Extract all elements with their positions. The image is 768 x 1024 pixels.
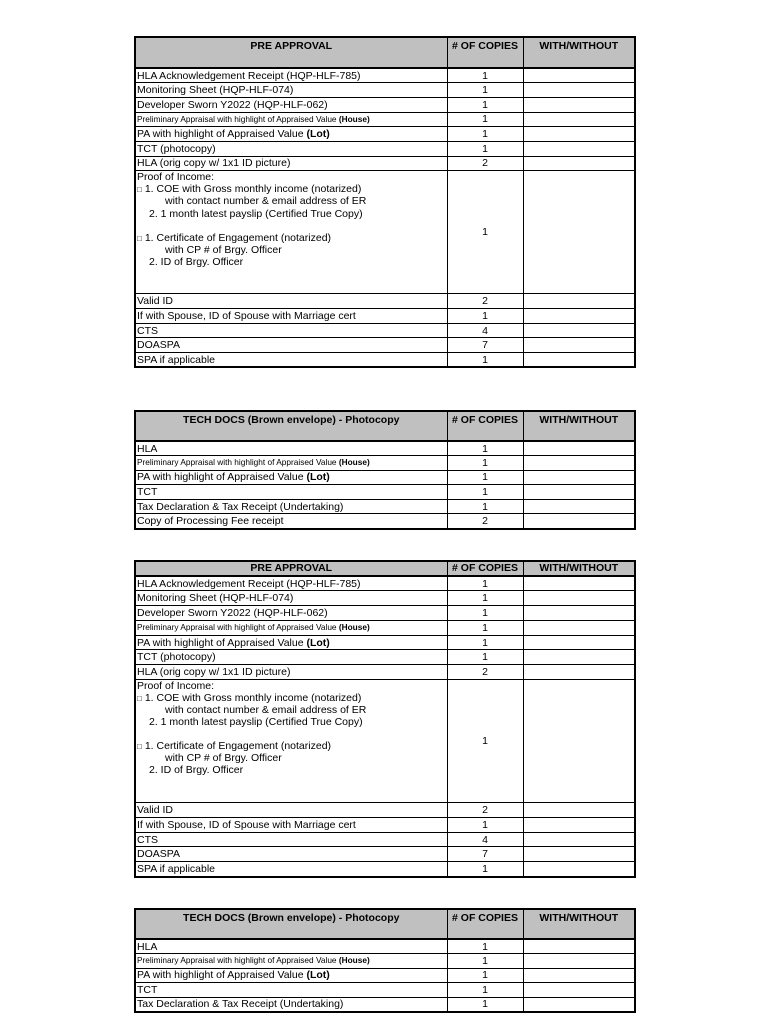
row-label-bold: (Lot) (306, 636, 330, 649)
row-copies: 1 (447, 680, 523, 803)
row-copies: 1 (447, 499, 523, 514)
header-with-without: WITH/WITHOUT (523, 37, 635, 68)
row-with-without[interactable] (523, 606, 635, 621)
row-label: Tax Declaration & Tax Receipt (Undertaking) (135, 499, 447, 514)
row-with-without[interactable] (523, 441, 635, 456)
row-copies: 1 (447, 954, 523, 969)
row-label (135, 127, 447, 142)
row-copies: 1 (447, 576, 523, 591)
row-copies: 1 (447, 983, 523, 998)
row-label-text: Preliminary Appraisal with highlight of Appraised Value (137, 457, 339, 468)
table-row (135, 294, 635, 309)
table-row (135, 112, 635, 127)
table-row (135, 665, 635, 680)
table-row (135, 127, 635, 142)
row-copies: 2 (447, 803, 523, 818)
table-row (135, 939, 635, 954)
row-label-bold: (House) (338, 113, 370, 124)
row-copies: 1 (447, 997, 523, 1012)
header-title: PRE APPROVAL (135, 561, 447, 576)
row-with-without[interactable] (523, 112, 635, 127)
row-copies: 1 (447, 456, 523, 471)
table-row (135, 470, 635, 485)
row-copies: 7 (447, 847, 523, 862)
row-label-text: PA with highlight of Appraised Value (137, 471, 307, 484)
row-copies: 1 (447, 83, 523, 98)
header-copies: # OF COPIES (447, 909, 523, 939)
row-with-without[interactable] (523, 514, 635, 529)
proof-line: 2. 1 month latest payslip (Certified True Copy) (149, 207, 363, 220)
table-row (135, 983, 635, 998)
row-copies: 7 (447, 338, 523, 353)
row-label: Monitoring Sheet (HQP-HLF-074) (135, 591, 447, 606)
row-label: Copy of Processing Fee receipt (135, 514, 447, 529)
row-with-without[interactable] (523, 817, 635, 832)
table-row (135, 968, 635, 983)
row-label: HLA (orig copy w/ 1x1 ID picture) (135, 156, 447, 171)
header-with-without: WITH/WITHOUT (523, 411, 635, 441)
row-with-without[interactable] (523, 650, 635, 665)
row-copies: 2 (447, 294, 523, 309)
row-copies: 1 (447, 171, 523, 294)
proof-title: Proof of Income: (137, 171, 215, 184)
row-label-text: Preliminary Appraisal with highlight of Appraised Value (137, 113, 339, 124)
row-label-bold: (Lot) (306, 471, 330, 484)
row-label-text: PA with highlight of Appraised Value (137, 969, 307, 982)
header-title: TECH DOCS (Brown envelope) - Photocopy (135, 909, 447, 939)
row-with-without[interactable] (523, 294, 635, 309)
row-copies: 1 (447, 591, 523, 606)
row-label-text: Preliminary Appraisal with highlight of Appraised Value (137, 955, 339, 966)
table-row (135, 997, 635, 1012)
header-copies: # OF COPIES (447, 37, 523, 68)
proof-line: 1. COE with Gross monthly income (notarized) (144, 183, 362, 196)
row-label: Developer Sworn Y2022 (HQP-HLF-062) (135, 97, 447, 112)
row-label-bold: (House) (338, 955, 370, 966)
row-with-without[interactable] (523, 353, 635, 368)
row-with-without[interactable] (523, 591, 635, 606)
pre-approval-table-2 (134, 560, 636, 878)
row-with-without[interactable] (523, 68, 635, 83)
row-label: TCT (135, 983, 447, 998)
row-copies: 1 (447, 862, 523, 877)
row-label: HLA (orig copy w/ 1x1 ID picture) (135, 665, 447, 680)
row-copies: 1 (447, 606, 523, 621)
proof-line: with CP # of Brgy. Officer (165, 243, 282, 256)
row-with-without[interactable] (523, 983, 635, 998)
header-copies: # OF COPIES (447, 561, 523, 576)
row-with-without[interactable] (523, 832, 635, 847)
row-label (135, 635, 447, 650)
row-copies: 1 (447, 112, 523, 127)
row-with-without[interactable] (523, 456, 635, 471)
row-label: SPA if applicable (135, 353, 447, 368)
row-copies: 4 (447, 323, 523, 338)
tech-docs-table-1 (134, 410, 636, 530)
row-label: Tax Declaration & Tax Receipt (Undertaking) (135, 997, 447, 1012)
header-with-without: WITH/WITHOUT (523, 561, 635, 576)
row-copies: 1 (447, 817, 523, 832)
table-row (135, 441, 635, 456)
table-row (135, 803, 635, 818)
row-label: CTS (135, 323, 447, 338)
proof-line: 2. 1 month latest payslip (Certified True Copy) (149, 716, 363, 729)
table-row (135, 862, 635, 877)
proof-title: Proof of Income: (137, 680, 215, 693)
row-label: TCT (135, 485, 447, 500)
table-row (135, 68, 635, 83)
proof-line: with contact number & email address of ER (165, 195, 367, 208)
proof-line: 1. COE with Gross monthly income (notarized) (144, 692, 362, 705)
table-row (135, 156, 635, 171)
table-row (135, 83, 635, 98)
row-label: If with Spouse, ID of Spouse with Marriage cert (135, 309, 447, 324)
row-with-without[interactable] (523, 635, 635, 650)
row-with-without[interactable] (523, 968, 635, 983)
table-row (135, 832, 635, 847)
row-copies: 1 (447, 470, 523, 485)
proof-of-income-cell (135, 171, 447, 294)
table-row (135, 954, 635, 969)
row-label: Valid ID (135, 294, 447, 309)
row-label: HLA (135, 441, 447, 456)
table-row (135, 817, 635, 832)
row-label: Developer Sworn Y2022 (HQP-HLF-062) (135, 606, 447, 621)
proof-line: 1. Certificate of Engagement (notarized) (144, 231, 332, 244)
row-label: HLA (135, 939, 447, 954)
row-label-bold: (Lot) (306, 128, 330, 141)
row-copies: 2 (447, 514, 523, 529)
row-label: If with Spouse, ID of Spouse with Marriage cert (135, 817, 447, 832)
row-with-without[interactable] (523, 499, 635, 514)
header-copies: # OF COPIES (447, 411, 523, 441)
table-row (135, 456, 635, 471)
header-title: PRE APPROVAL (135, 37, 447, 68)
table-row (135, 576, 635, 591)
header-title: TECH DOCS (Brown envelope) - Photocopy (135, 411, 447, 441)
table-row (135, 620, 635, 635)
row-label: SPA if applicable (135, 862, 447, 877)
row-copies: 1 (447, 620, 523, 635)
row-label: DOASPA (135, 338, 447, 353)
proof-line: with CP # of Brgy. Officer (165, 752, 282, 765)
table-row (135, 514, 635, 529)
row-copies: 1 (447, 650, 523, 665)
row-with-without[interactable] (523, 338, 635, 353)
row-with-without[interactable] (523, 97, 635, 112)
row-copies: 1 (447, 97, 523, 112)
proof-line: 1. Certificate of Engagement (notarized) (144, 740, 332, 753)
row-with-without[interactable] (523, 127, 635, 142)
row-label: Valid ID (135, 803, 447, 818)
row-copies: 1 (447, 68, 523, 83)
row-label-bold: (House) (338, 622, 370, 633)
proof-line: 2. ID of Brgy. Officer (149, 764, 244, 777)
checkbox-icon: □ (137, 742, 142, 752)
row-label (135, 456, 447, 471)
row-with-without[interactable] (523, 997, 635, 1012)
table-row (135, 309, 635, 324)
row-label: CTS (135, 832, 447, 847)
proof-line: with contact number & email address of ER (165, 704, 367, 717)
row-with-without[interactable] (523, 470, 635, 485)
row-label (135, 954, 447, 969)
row-label-text: Preliminary Appraisal with highlight of Appraised Value (137, 622, 339, 633)
proof-of-income-row (135, 171, 635, 294)
row-with-without[interactable] (523, 939, 635, 954)
table-row (135, 323, 635, 338)
row-label: DOASPA (135, 847, 447, 862)
row-label-bold: (House) (338, 457, 370, 468)
row-copies: 1 (447, 635, 523, 650)
table-row (135, 353, 635, 368)
checkbox-icon: □ (137, 694, 142, 704)
row-with-without[interactable] (523, 323, 635, 338)
proof-of-income-row (135, 680, 635, 803)
checkbox-icon: □ (137, 233, 142, 243)
row-with-without[interactable] (523, 171, 635, 294)
proof-of-income-cell (135, 680, 447, 803)
row-with-without[interactable] (523, 83, 635, 98)
row-label: Monitoring Sheet (HQP-HLF-074) (135, 83, 447, 98)
row-with-without[interactable] (523, 803, 635, 818)
table-row (135, 606, 635, 621)
row-copies: 1 (447, 441, 523, 456)
row-copies: 1 (447, 485, 523, 500)
row-label-text: PA with highlight of Appraised Value (137, 128, 307, 141)
row-with-without[interactable] (523, 141, 635, 156)
proof-line: 2. ID of Brgy. Officer (149, 255, 244, 268)
row-copies: 2 (447, 156, 523, 171)
row-with-without[interactable] (523, 847, 635, 862)
table-row (135, 635, 635, 650)
row-with-without[interactable] (523, 156, 635, 171)
table-row (135, 338, 635, 353)
pre-approval-table-1 (134, 36, 636, 368)
row-with-without[interactable] (523, 620, 635, 635)
row-label (135, 968, 447, 983)
row-copies: 2 (447, 665, 523, 680)
row-copies: 4 (447, 832, 523, 847)
table-row (135, 499, 635, 514)
table-row (135, 847, 635, 862)
row-copies: 1 (447, 141, 523, 156)
table-row (135, 591, 635, 606)
row-label (135, 470, 447, 485)
row-label-bold: (Lot) (306, 969, 330, 982)
header-with-without: WITH/WITHOUT (523, 909, 635, 939)
row-with-without[interactable] (523, 680, 635, 803)
row-with-without[interactable] (523, 485, 635, 500)
row-label: TCT (photocopy) (135, 650, 447, 665)
row-label: TCT (photocopy) (135, 141, 447, 156)
row-label (135, 112, 447, 127)
row-with-without[interactable] (523, 954, 635, 969)
row-copies: 1 (447, 127, 523, 142)
row-with-without[interactable] (523, 862, 635, 877)
row-label: HLA Acknowledgement Receipt (HQP-HLF-785) (135, 68, 447, 83)
tech-docs-table-2 (134, 908, 636, 1013)
table-row (135, 650, 635, 665)
row-with-without[interactable] (523, 309, 635, 324)
row-label (135, 620, 447, 635)
row-label-text: PA with highlight of Appraised Value (137, 636, 307, 649)
row-copies: 1 (447, 309, 523, 324)
row-copies: 1 (447, 353, 523, 368)
table-row (135, 141, 635, 156)
table-row (135, 485, 635, 500)
row-with-without[interactable] (523, 576, 635, 591)
row-copies: 1 (447, 968, 523, 983)
checkbox-icon: □ (137, 185, 142, 195)
table-row (135, 97, 635, 112)
row-label: HLA Acknowledgement Receipt (HQP-HLF-785) (135, 576, 447, 591)
row-with-without[interactable] (523, 665, 635, 680)
row-copies: 1 (447, 939, 523, 954)
